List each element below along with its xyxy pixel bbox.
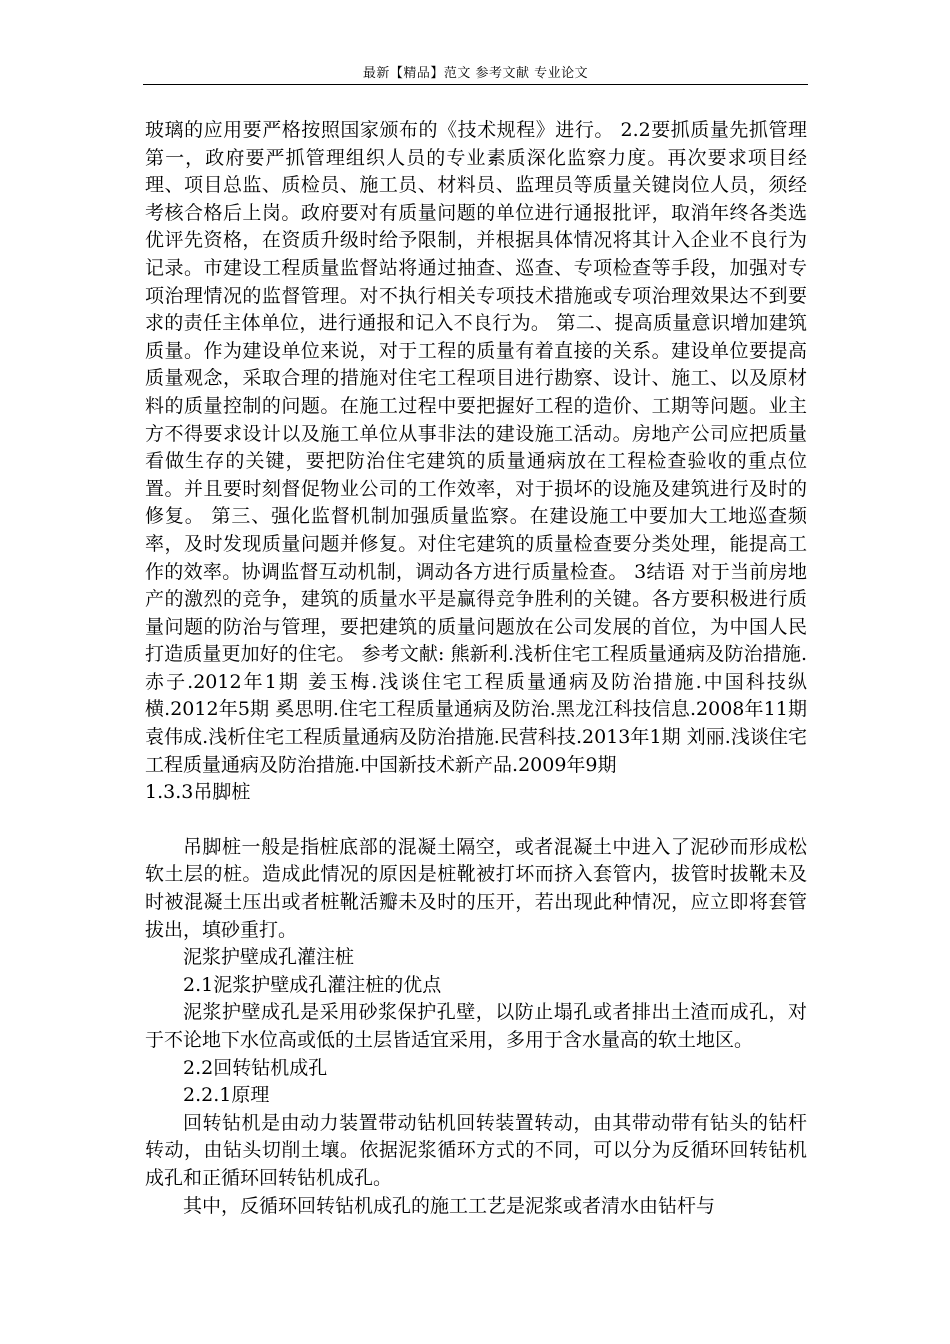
page-header: 最新【精品】范文 参考文献 专业论文 xyxy=(362,66,589,81)
section-2-2-1-paragraph-continued: 其中，反循环回转钻机成孔的施工工艺是泥浆或者清水由钻杆与 xyxy=(183,1194,716,1217)
section-2-2-1-paragraph: 回转钻机是由动力装置带动钻机回转装置转动，由其带动带有钻头的钻杆转动，由钻头切削土壤。依据泥浆循环方式的不同，可以分为反循环回转钻机成孔和正循环回转钻机成孔。 xyxy=(145,1111,807,1189)
lead-paragraph: 玻璃的应用要严格按照国家颁布的《技术规程》进行。 2.2要抓质量先抓管理 第一，政府要严抓管理组织人员的专业素质深化监察力度。再次要求项目经理、项目总监、质检员、施工员、材料员、监理员等质量关键岗位人员，须经考核合格后上岗。政府要对有质量问题的单位进行通报批评，取消年终各类选优评先资格，在资质升级时给予限制，并根据具体情况将其计入企业不良行为记录。市建设工程质量监督站将通过抽查、巡查、专项检查等手段，加强对专项治理情况的监督管理。对不执行相关专项技术措施或专项治理效果达不到要求的责任主体单位，进行通报和记入不良行为。 第二、提高质量意识增加建筑质量。作为建设单位来说，对于工程的质量有着直接的关系。建设单位要提高质量观念，采取合理的措施对住宅工程项目进行勘察、设计、施工、以及原材料的质量控制的问题。在施工过程中要把握好工程的造价、工期等问题。业主方不得要求设计以及施工单位从事非法的建设施工活动。房地产公司应把质量看做生存的关键，要把防治住宅建筑的质量通病放在工程检查验收的重点位置。并且要时刻督促物业公司的工作效率，对于损坏的设施及建筑进行及时的修复。 第三、强化监督机制加强质量监察。在建设施工中要加大工地巡查频率，及时发现质量问题并修复。对住宅建筑的质量检查要分类处理，能提高工作的效率。协调监督互动机制，调动各方进行质量检查。 3结语 对于当前房地产的激烈的竞争，建筑的质量水平是赢得竞争胜利的关键。各方要积极进行质量问题的防治与管理，要把建筑的质量问题放在公司发展的首位，为中国人民打造质量更加好的住宅。 参考文献: 熊新利.浅析住宅工程质量通病及防治措施.赤子.2012年1期 姜玉梅.浅谈住宅工程质量通病及防治措施.中国科技纵横.2012年5期 奚思明.住宅工程质量通病及防治.黑龙江科技信息.2008年11期 袁伟成.浅析住宅工程质量通病及防治措施.民营科技.2013年1期 刘丽.浅谈住宅工程质量通病及防治措施.中国新技术新产品.2009年9期 xyxy=(145,119,807,776)
mud-pile-heading: 泥浆护壁成孔灌注桩 xyxy=(183,946,355,969)
section-1-3-3-paragraph: 吊脚桩一般是指桩底部的混凝土隔空，或者混凝土中进入了泥砂而形成松软土层的桩。造成此情况的原因是桩靴被打坏而挤入套管内，拔管时拔靴未及时被混凝土压出或者桩靴活瓣未及时的压开，若出现此种情况，应立即将套管拔出，填砂重打。 xyxy=(145,835,807,941)
section-2-1-paragraph: 泥浆护壁成孔是采用砂浆保护孔壁，以防止塌孔或者排出土渣而成孔，对于不论地下水位高或低的土层皆适宜采用，多用于含水量高的软土地区。 xyxy=(145,1001,807,1051)
document-body xyxy=(145,117,807,1220)
section-1-3-3-heading: 1.3.3吊脚桩 xyxy=(145,781,251,804)
section-2-1-heading: 2.1泥浆护壁成孔灌注桩的优点 xyxy=(183,973,442,996)
blank-line xyxy=(145,807,807,834)
section-2-2-1-heading: 2.2.1原理 xyxy=(183,1084,270,1107)
section-2-2-heading: 2.2回转钻机成孔 xyxy=(183,1056,328,1079)
header-divider xyxy=(143,84,808,85)
